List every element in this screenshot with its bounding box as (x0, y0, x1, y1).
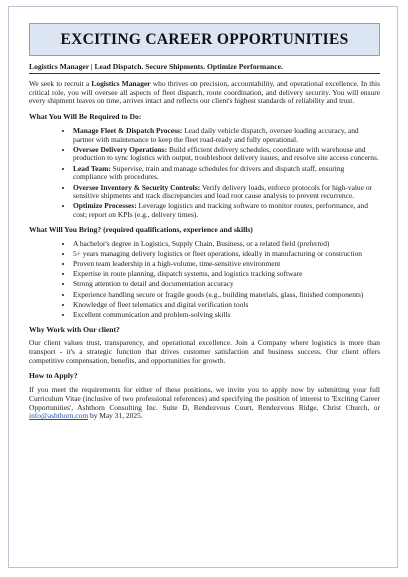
job-subtitle: Logistics Manager | Lead Dispatch. Secure Shipments. Optimize Performance. (29, 62, 380, 74)
title-banner (29, 23, 380, 56)
intro-role: Logistics Manager (91, 79, 151, 88)
requirement-item: • Excellent communication and problem-solving skills (73, 311, 380, 320)
duty-text: Build efficient delivery schedules, coordinate with warehouse and production to sync logistics with output, troubleshoot delivery issues, and resolve site access concerns. (73, 144, 379, 163)
intro-text-end: who thrives on precision, accountability, and operational excellence. In this critical role, you will oversee all aspects of fleet dispatch, route coordination, and delivery security. You will ensure every shipment leaves on time, arrives intact and reflects our client's highest standards of reliability and trust. (29, 79, 380, 106)
duty-title: Manage Fleet & Dispatch Process: (73, 125, 183, 135)
duty-text: Lead daily vehicle dispatch, oversee loading accuracy, and partner with maintenance to keep the fleet road-ready and fully operational. (73, 125, 359, 144)
duty-title: Optimize Processes: (73, 201, 137, 211)
duty-item (73, 184, 380, 201)
requirements-heading: What Will You Bring? (required qualifications, experience and skills) (29, 224, 253, 234)
requirement-item: • Proven team leadership in a high-volume, time-sensitive environment (73, 260, 380, 269)
why-heading: Why Work with Our client? (29, 324, 120, 334)
email-link[interactable]: info@ashthorn.com (29, 411, 89, 421)
duty-item (73, 165, 380, 182)
apply-deadline: by May 31, 2025. (88, 411, 143, 421)
requirements-list (29, 240, 380, 320)
page-title: EXCITING CAREER OPPORTUNITIES (60, 30, 349, 48)
apply-paragraph (29, 386, 380, 421)
apply-text: If you meet the requirements for either of these positions, we invite you to apply now by submitting your full Curriculum Vitae (inclusive of two professional references) and specifying the position of interest to 'Exciting Career Opportunities', Ashthorn Consulting Inc. Suite D, Rendezvous Court, Rendezvous Ridge, Christ Church, or (29, 385, 380, 412)
duty-item (73, 146, 380, 163)
duties-heading: What You Will Be Required to Do: (29, 112, 142, 122)
apply-heading: How to Apply? (29, 371, 78, 381)
duty-title: Lead Team: (73, 163, 111, 173)
duty-item (73, 202, 380, 219)
intro-text-start: We seek to recruit a (29, 79, 92, 88)
requirement-item: • 5+ years managing delivery logistics or fleet operations, ideally in manufacturing or construction (73, 250, 380, 259)
duty-text: Verify delivery loads, enforce protocols for high-value or sensitive shipments and track discrepancies and lead root cause analysis to prevent recurrence. (73, 182, 373, 201)
requirement-item: • Strong attention to detail and documentation accuracy (73, 280, 380, 289)
duty-text: Supervise, train and manage schedules for drivers and dispatch staff, ensuring compliance with procedures. (73, 163, 345, 182)
why-paragraph: Our client values trust, transparency, and operational excellence. Join a Company where logistics is more than transport - it's a strategic function that drives customer satisfaction and business success. Our client offers competitive compensation, benefits, and opportunities for growth. (29, 338, 380, 365)
requirement-item: • A bachelor's degree in Logistics, Supply Chain, Business, or a related field (preferred) (73, 240, 380, 249)
document-page (8, 6, 398, 568)
document-body (29, 80, 380, 428)
duty-title: Oversee Inventory & Security Controls: (73, 182, 201, 192)
requirement-item: • Experience handling secure or fragile goods (e.g., building materials, glass, finished components) (73, 291, 380, 300)
requirement-item: • Knowledge of fleet telematics and digital verification tools (73, 301, 380, 310)
duty-text: Leverage logistics and tracking software to monitor routes, performance, and cost; report on KPIs (e.g., delivery times). (73, 201, 368, 220)
duty-title: Oversee Delivery Operations: (73, 144, 168, 154)
duties-list (29, 127, 380, 220)
requirement-item: • Expertise in route planning, dispatch systems, and logistics tracking software (73, 270, 380, 279)
duty-item (73, 127, 380, 144)
intro-paragraph (29, 80, 380, 106)
